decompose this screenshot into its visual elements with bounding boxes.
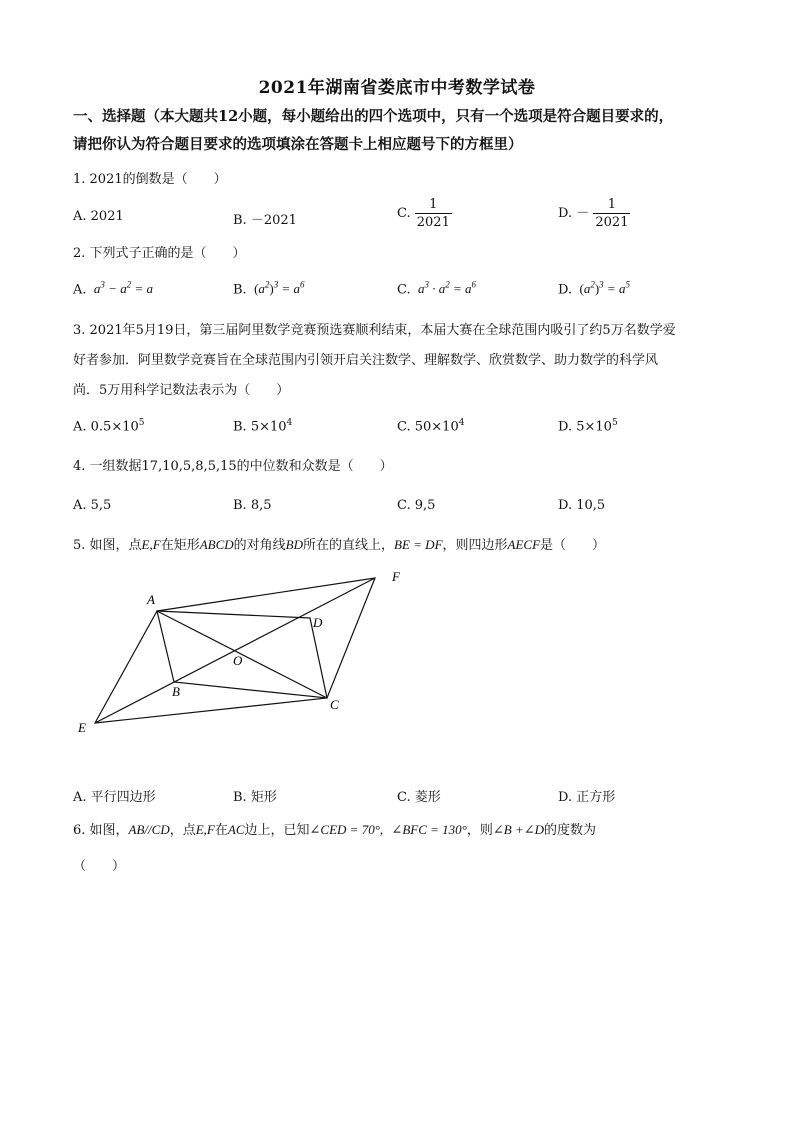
q1-d-denominator: 2021 [595, 215, 629, 230]
q2-a-formula: $a^3 - a^2 = a$ [90, 280, 153, 297]
q1-d-numerator: 1 [593, 196, 630, 214]
q3-option-c [397, 418, 464, 434]
label-d: D [313, 615, 323, 630]
q3-a-exp: 5 [138, 418, 145, 428]
q5-stem-pre: 5. 如图，点 [73, 538, 142, 553]
question-3-stem [73, 316, 733, 406]
q5-stem-bd: BD [285, 537, 304, 552]
question-1-stem: 1. 2021的倒数是（ ） [73, 172, 227, 187]
label-e: E [78, 720, 86, 735]
q5-stem-mid2: 的对角线 [233, 538, 286, 553]
q2-d-prefix: D. [558, 282, 573, 298]
q2-a-prefix: A. [73, 282, 87, 298]
q5-stem-ef: E,F [141, 537, 161, 552]
q5-option-d: D. 正方形 [558, 790, 616, 805]
q6-ac: AC [227, 822, 245, 837]
q3-d-text: D. 5×10 [558, 419, 612, 435]
q1-option-d-fraction [593, 196, 630, 231]
q6-sum: ∠B +∠D [492, 822, 544, 837]
q1-c-denominator: 2021 [416, 215, 450, 230]
q2-option-d [558, 280, 630, 297]
question-4-stem: 4. 一组数据17,10,5,8,5,15的中位数和众数是（ ） [73, 459, 393, 474]
q1-option-d-prefix: D. － [558, 206, 590, 221]
q5-geometry-figure [70, 565, 420, 745]
question-6-stem [73, 820, 733, 841]
q1-c-numerator: 1 [415, 196, 452, 214]
q3-a-text: A. 0.5×10 [73, 419, 139, 435]
q4-option-d: D. 10,5 [558, 498, 606, 513]
q4-option-b: B. 8,5 [233, 498, 272, 513]
label-c: C [330, 697, 339, 712]
label-o: O [233, 653, 243, 668]
q4-option-a: A. 5,5 [73, 498, 112, 513]
q3-line1: 3. 2021年5月19日，第三届阿里数学竞赛预选赛顺利结束，本届大赛在全球范围内吸引了约5万名数学爱 [73, 323, 676, 338]
q6-mid4: ，则 [466, 823, 493, 838]
q5-option-c: C. 菱形 [397, 790, 441, 805]
q6-ef: E,F [195, 822, 215, 837]
q5-stem-aecf: AECF [507, 537, 541, 552]
q5-stem-mid3: 所在的直线上， [303, 538, 395, 553]
question-5-stem [73, 535, 733, 556]
q6-angle2: ∠BFC = 130° [391, 822, 467, 837]
q3-c-text: C. 50×10 [397, 419, 459, 435]
q5-stem-mid4: ，则四边形 [442, 538, 508, 553]
q2-c-formula: $a^3 \cdot a^2 = a^6$ [414, 280, 477, 297]
q2-option-b [233, 280, 305, 297]
q1-option-b: B. －2021 [233, 213, 297, 228]
q6-mid1: ，点 [169, 823, 196, 838]
q6-ab-cd: AB//CD [128, 822, 170, 837]
q3-line2: 好者参加．阿里数学竞赛旨在全球范围内引领开启关注数学、理解数学、欣赏数学、助力数学的科学风 [73, 353, 659, 368]
q1-option-c-fraction [415, 196, 452, 231]
q5-stem-abcd: ABCD [199, 537, 234, 552]
q1-option-c-prefix: C. [397, 206, 411, 221]
q6-angle1: ∠CED = 70°, [309, 822, 384, 837]
q2-b-formula: $(a^2)^3 = a^6$ [254, 280, 305, 297]
q3-line3: 尚．5万用科学记数法表示为（ ） [73, 383, 290, 398]
question-2-stem: 2. 下列式子正确的是（ ） [73, 246, 246, 261]
q2-option-c [397, 280, 476, 297]
q2-c-prefix: C. [397, 282, 411, 298]
q4-option-c: C. 9,5 [397, 498, 436, 513]
q3-option-a [73, 418, 145, 434]
q6-end: 的度数为 [544, 823, 597, 838]
q2-option-a [73, 280, 153, 297]
label-b: B [172, 684, 180, 699]
section-heading-line2: 请把你认为符合题目要求的选项填涂在答题卡上相应题号下的方框里） [73, 136, 523, 153]
q5-stem-mid1: 在矩形 [160, 538, 200, 553]
section-heading-line1: 一、选择题（本大题共12小题，每小题给出的四个选项中，只有一个选项是符合题目要求的， [73, 108, 674, 125]
q1-option-c [397, 196, 452, 231]
q3-b-exp: 4 [286, 418, 293, 428]
q6-answer-parens: （ ） [73, 859, 126, 874]
q3-option-d [558, 418, 618, 434]
q3-option-b [233, 418, 292, 434]
q3-c-exp: 4 [458, 418, 465, 428]
q5-option-a: A. 平行四边形 [73, 790, 156, 805]
q5-option-b: B. 矩形 [233, 790, 277, 805]
label-f: F [392, 569, 400, 584]
q1-option-a: A. 2021 [73, 209, 124, 224]
q6-mid3: 边上，已知 [244, 823, 310, 838]
section-heading [73, 103, 733, 159]
q1-option-d [558, 196, 630, 231]
q6-mid2: 在 [214, 823, 228, 838]
q5-stem-eq: BE = DF [394, 537, 443, 552]
q3-d-exp: 5 [611, 418, 618, 428]
label-a: A [147, 592, 155, 607]
q2-d-formula: $(a^2)^3 = a^5$ [579, 280, 630, 297]
q5-stem-end: 是（ ） [540, 538, 606, 553]
page-title: 2021年湖南省娄底市中考数学试卷 [258, 78, 536, 98]
q2-b-prefix: B. [233, 282, 247, 298]
q6-pre: 6. 如图， [73, 823, 129, 838]
q3-b-text: B. 5×10 [233, 419, 287, 435]
